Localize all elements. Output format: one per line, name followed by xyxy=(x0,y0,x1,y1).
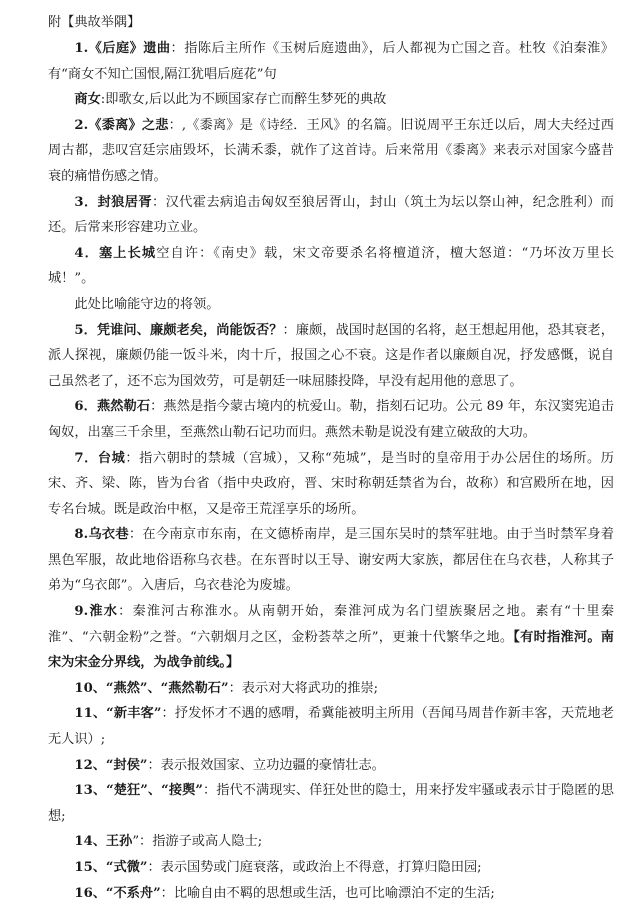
entry-10 xyxy=(48,676,614,702)
entry-title: 8.乌衣巷 xyxy=(74,527,129,543)
entry-title: 商女 xyxy=(74,92,101,108)
entry-title: 14、王孙 xyxy=(74,834,133,850)
entry-text: ：表示国势或门庭衰落，或政治上不得意，打算归隐田园; xyxy=(147,860,482,875)
entry-text: ：在今南京市东南，在文德桥南岸，是三国东吴时的禁军驻地。由于当时禁军身着黑色军服，故此地俗语称乌衣巷。在东晋时以王导、谢安两大家族，都居住在乌衣巷，人称其子弟为“乌衣郎”。入唐后，乌衣巷沦为废墟。 xyxy=(48,527,614,594)
entry-text: ：指陈后主所作《玉树后庭遗曲》，后人都视为亡国之音。杜牧《泊秦淮》有“商女不知亡国恨,隔江犹唱后庭花”句 xyxy=(48,41,614,82)
entry-title: 3．封狼居胥 xyxy=(74,194,152,210)
entry-title: 9.淮水 xyxy=(74,604,119,620)
entry-5 xyxy=(48,318,614,395)
entry-title: 13、“楚狂”、“接舆” xyxy=(74,783,203,799)
entry-title: 4．塞上长城 xyxy=(74,245,157,261)
entry-8 xyxy=(48,522,614,599)
entry-text: ”：指游子或高人隐士; xyxy=(132,834,263,850)
entry-14 xyxy=(48,829,614,855)
entry-text: :即歌女,后以此为不顾国家存亡而醉生梦死的典故 xyxy=(100,92,387,108)
entry-12 xyxy=(48,753,614,779)
entry-11 xyxy=(48,701,614,752)
entry-4-continuation xyxy=(48,292,614,318)
entry-text: ：指六朝时的禁城（宫城），又称“苑城”，是当时的皇帝用于办公居住的场所。历宋、齐、梁、陈，皆为台省（指中央政府，晋、宋时称朝廷禁省为台，故称）和宫殿所在地，因专名台城。既是政治中枢，又是帝王荒淫享乐的场所。 xyxy=(48,450,614,517)
entry-2 xyxy=(48,113,614,190)
entry-title: 15、“式微” xyxy=(74,860,148,875)
entry-6 xyxy=(48,394,614,445)
entry-text: ：比喻自由不羁的思想或生活，也可比喻漂泊不定的生活; xyxy=(160,885,495,901)
entry-text: ：秦淮河古称淮水。从南朝开始，秦淮河成为名门望族聚居之地。素有“十里秦淮”、“六朝金粉”之誉。“六朝烟月之区，金粉荟萃之所”，更兼十代繁华之地。 xyxy=(48,604,614,645)
entry-title: 2.《黍离》之悲 xyxy=(74,117,169,133)
entry-text: ：燕然是指今蒙古境内的杭爱山。勒，指刻石记功。公元 89 年，东汉窦宪追击匈奴，出塞三千余里，至燕然山勒石记功而归。燕然未勒是说没有建立破敌的大功。 xyxy=(48,399,614,440)
entry-text: 空自许：《南史》载，宋文帝要杀名将檀道济，檀大怒道：“乃坏汝万里长城！”。 xyxy=(48,245,614,287)
entry-text: ：表示对大将武功的推崇; xyxy=(228,680,379,696)
entry-15 xyxy=(48,855,614,881)
entry-title: 16、“不系舟” xyxy=(74,885,161,901)
entry-shangnu xyxy=(48,87,614,113)
entry-7 xyxy=(48,446,614,523)
entry-title: 6．燕然勒石 xyxy=(74,399,151,415)
entry-title: 7．台城 xyxy=(74,450,126,466)
entry-bold-note: 【有时指淮河。南宋为宋金分界线，为战争前线。】 xyxy=(48,629,614,671)
entry-text: 此处比喻能守边的将领。 xyxy=(74,296,220,312)
entry-9 xyxy=(48,599,614,676)
entry-text: ：汉代霍去病追击匈奴至狼居胥山，封山（筑土为坛以祭山神，纪念胜利）而还。后常来形容建功立业。 xyxy=(48,194,614,236)
entry-13 xyxy=(48,778,614,829)
entry-3 xyxy=(48,190,614,241)
entry-title: 5．凭谁问、廉颇老矣，尚能饭否？ xyxy=(74,322,283,338)
entry-title: 1.《后庭》遗曲 xyxy=(74,41,171,56)
entry-text: ：,《黍离》是《诗经．王风》的名篇。旧说周平王东迁以后，周大夫经过西周古都，悲叹宫廷宗庙毁坏，长满禾黍，就作了这首诗。后来常用《黍离》来表示对国家今盛昔衰的痛惜伤感之情。 xyxy=(48,117,614,184)
entry-text: ：指代不满现实、佯狂处世的隐士，用来抒发牢骚或表示甘于隐匿的思想; xyxy=(48,783,614,824)
entry-16 xyxy=(48,881,614,906)
entry-title: 12、“封侯” xyxy=(74,757,148,773)
entry-title: 11、“新丰客” xyxy=(74,706,162,722)
section-heading: 附【典故举隅】 xyxy=(48,15,141,30)
entry-text: ：廉颇，战国时赵国的名将，赵王想起用他，恐其衰老，派人探视，廉颇仍能一饭斗米，肉十斤，报国之心不衰。这是作者以廉颇自况，抒发感慨，说自己虽然老了，还不忘为国效劳，可是朝廷一味屈膝投降，早没有起用他的意思了。 xyxy=(48,322,614,389)
entry-4 xyxy=(48,241,614,292)
entry-title: 10、“燕然”、“燕然勒石” xyxy=(74,680,229,696)
entry-text: ：抒发怀才不遇的感喟，希冀能被明主所用（吾闻马周昔作新丰客，天荒地老无人识）; xyxy=(48,706,614,748)
entry-1 xyxy=(48,36,614,87)
entry-text: ：表示报效国家、立功边疆的豪情壮志。 xyxy=(147,757,385,773)
